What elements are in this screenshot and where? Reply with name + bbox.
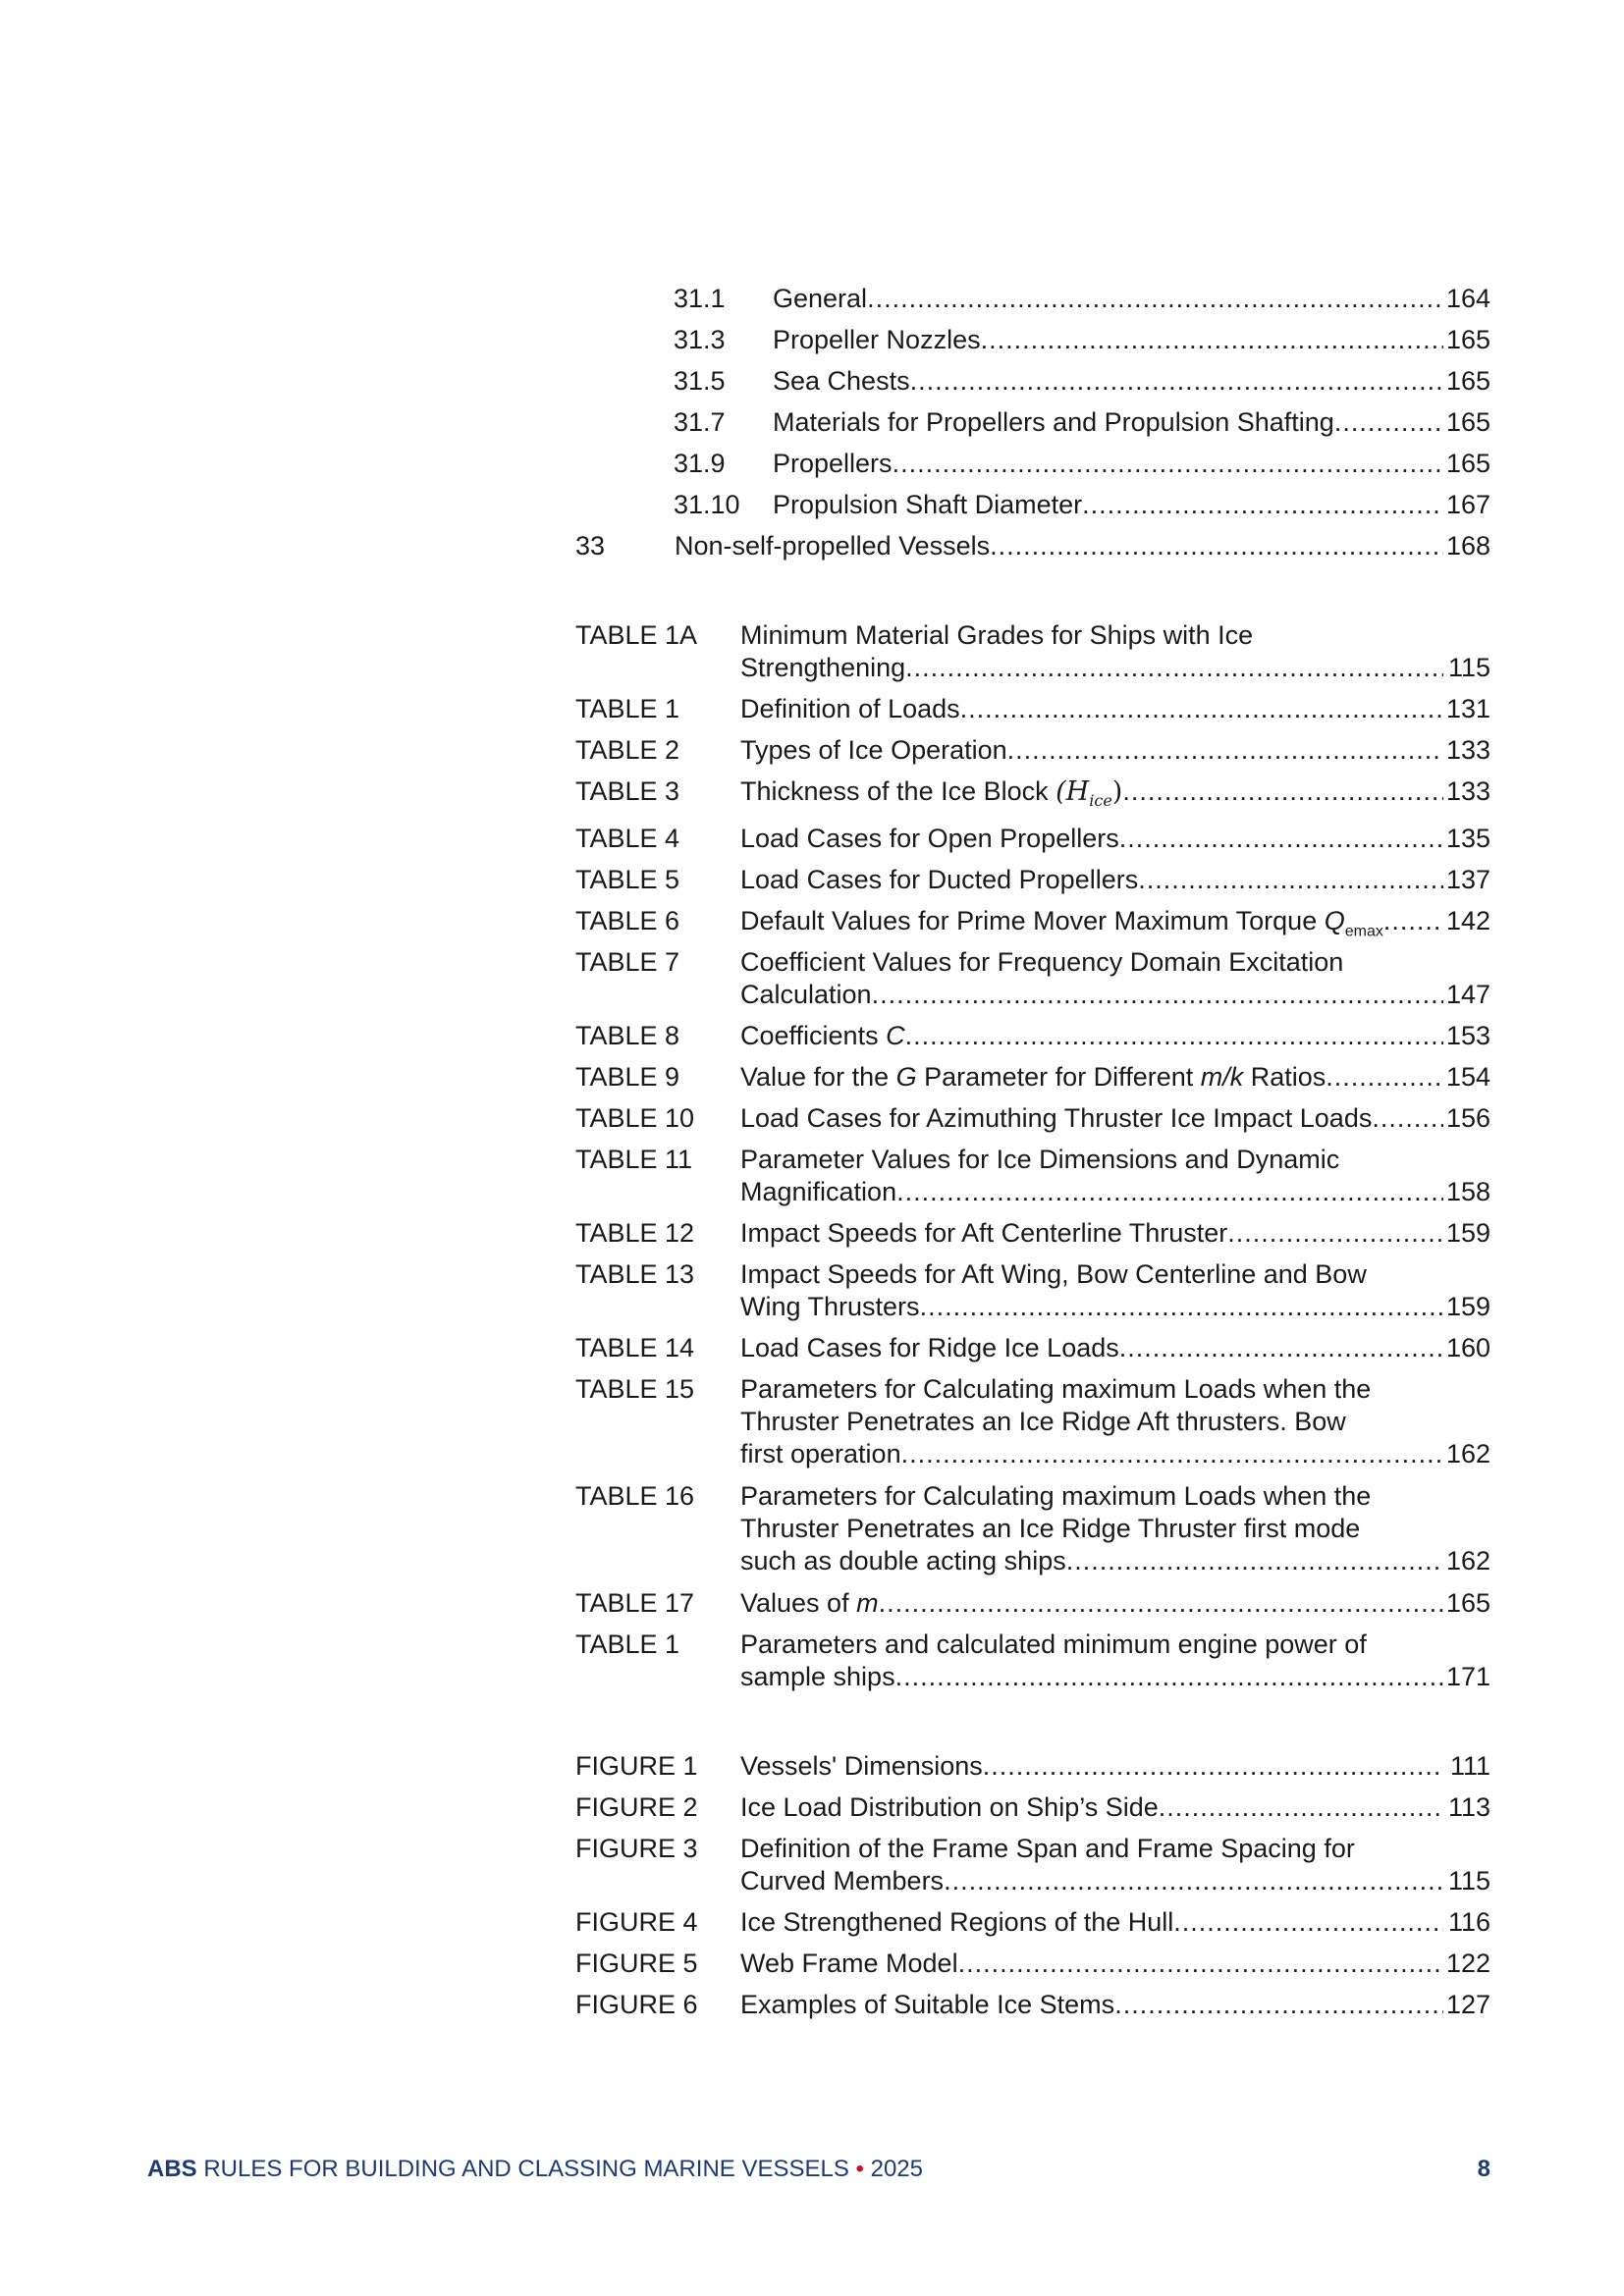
entry-title: Coefficients: [740, 1021, 887, 1050]
entry-title: Web Frame Model: [740, 1949, 958, 1978]
section-number: 31.7: [674, 407, 726, 437]
section-number: 31.1: [674, 284, 726, 313]
page-number: 154: [1445, 1062, 1490, 1092]
page-number: 111: [1449, 1751, 1490, 1781]
entry-title: Examples of Suitable Ice Stems: [740, 1990, 1115, 2019]
toc-entry-table-1[interactable]: [575, 693, 1490, 725]
footer-bullet: •: [855, 2156, 864, 2182]
toc-entry-table-11[interactable]: [740, 1176, 1490, 1208]
page-number: 162: [1445, 1439, 1490, 1468]
figure-label: FIGURE 2: [575, 1792, 698, 1822]
leader-dots: [1119, 1332, 1443, 1364]
entry-title: Wing Thrusters: [740, 1292, 920, 1321]
toc-entry-table-1-appendix[interactable]: [740, 1661, 1490, 1693]
toc-entry-table-8[interactable]: [575, 1020, 1490, 1052]
toc-entry-figure-2[interactable]: [575, 1791, 1490, 1824]
leader-dots: [901, 1438, 1443, 1470]
page-number: 165: [1445, 449, 1490, 478]
leader-dots: [1122, 775, 1443, 808]
toc-entry-31-10[interactable]: [674, 489, 1490, 521]
page-number: 165: [1445, 366, 1490, 396]
entry-title-line1: Impact Speeds for Aft Wing, Bow Centerline and Bow: [740, 1259, 1367, 1289]
page-number: 156: [1445, 1103, 1490, 1133]
page-number: 115: [1447, 1866, 1490, 1896]
leader-dots: [905, 1020, 1443, 1052]
page-number: 160: [1445, 1333, 1490, 1362]
entry-title: Propulsion Shaft Diameter: [773, 490, 1083, 519]
table-label: TABLE 8: [575, 1021, 680, 1050]
footer-year: 2025: [863, 2156, 923, 2182]
page-number: 133: [1445, 735, 1490, 765]
toc-entry-table-4[interactable]: [575, 823, 1490, 855]
abs-brand: ABS: [147, 2156, 197, 2182]
entry-title-line1: Definition of the Frame Span and Frame Spacing for: [740, 1834, 1355, 1863]
toc-entry-table-1a[interactable]: [740, 652, 1490, 684]
figure-label: FIGURE 1: [575, 1751, 698, 1781]
table-label: TABLE 4: [575, 824, 680, 853]
toc-entry-figure-5[interactable]: [575, 1948, 1490, 1980]
toc-entry-table-6[interactable]: [575, 905, 1490, 947]
math-symbol: (H: [1056, 776, 1090, 807]
toc-entry-31-1[interactable]: [674, 283, 1490, 315]
italic-symbol: G: [895, 1062, 917, 1092]
page-number: 127: [1445, 1990, 1490, 2019]
page-number: 122: [1445, 1949, 1490, 1978]
figure-label: FIGURE 6: [575, 1990, 698, 2019]
table-label: TABLE 16: [575, 1481, 695, 1511]
page-number: 165: [1445, 407, 1490, 437]
entry-title: Propellers: [773, 449, 893, 478]
entry-title: Values of: [740, 1588, 857, 1618]
table-label: TABLE 14: [575, 1333, 695, 1362]
table-label: TABLE 1: [575, 1629, 680, 1659]
entry-title: first operation: [740, 1439, 901, 1468]
leader-dots: [1066, 1545, 1443, 1577]
leader-dots: [1383, 905, 1443, 937]
italic-symbol: Q: [1324, 906, 1345, 935]
leader-dots: [1372, 1102, 1443, 1135]
page-number: 133: [1445, 776, 1490, 806]
figure-label: FIGURE 5: [575, 1949, 698, 1978]
entry-title: Load Cases for Open Propellers: [740, 824, 1119, 853]
table-label: TABLE 11: [575, 1145, 693, 1174]
entry-title: Ice Strengthened Regions of the Hull: [740, 1907, 1174, 1937]
toc-entry-figure-4[interactable]: [575, 1906, 1490, 1939]
toc-entry-table-2[interactable]: [575, 734, 1490, 767]
entry-title-line1: Minimum Material Grades for Ships with Ice: [740, 620, 1254, 650]
entry-title: Default Values for Prime Mover Maximum Torque: [740, 906, 1325, 935]
page-number: 165: [1445, 1588, 1490, 1618]
toc-entry-31-9[interactable]: [674, 448, 1490, 480]
entry-title: Calculation: [740, 980, 872, 1009]
leader-dots: [990, 530, 1443, 562]
entry-title: Sea Chests: [773, 366, 910, 396]
section-number: 33: [575, 531, 606, 561]
page-number: 164: [1445, 284, 1490, 313]
table-label: TABLE 1: [575, 694, 680, 723]
page-number: 113: [1447, 1792, 1490, 1822]
footer-text: RULES FOR BUILDING AND CLASSING MARINE VESSELS: [196, 2156, 856, 2182]
leader-dots: [1138, 864, 1443, 896]
page-number: 131: [1445, 694, 1490, 723]
leader-dots: [905, 652, 1443, 684]
page-number: 171: [1445, 1662, 1490, 1691]
section-number: 31.5: [674, 366, 726, 396]
entry-title: Ice Load Distribution on Ship’s Side: [740, 1792, 1159, 1822]
page-number: 142: [1445, 906, 1490, 935]
entry-title-part2: Parameter for Different: [916, 1062, 1201, 1092]
leader-dots: [872, 979, 1443, 1011]
entry-title: Load Cases for Ridge Ice Loads: [740, 1333, 1119, 1362]
table-label: TABLE 3: [575, 776, 680, 806]
toc-entry-table-15[interactable]: [740, 1438, 1490, 1470]
page-number: 135: [1445, 824, 1490, 853]
leader-dots: [867, 283, 1443, 315]
entry-title: Thickness of the Ice Block: [740, 776, 1056, 806]
page-number: 115: [1447, 653, 1490, 682]
entry-title: Load Cases for Azimuthing Thruster Ice Impact Loads: [740, 1103, 1373, 1133]
table-label: TABLE 10: [575, 1103, 695, 1133]
toc-entry-table-5[interactable]: [575, 864, 1490, 896]
entry-title: Impact Speeds for Aft Centerline Thruster: [740, 1218, 1228, 1248]
entry-title-line2: Thruster Penetrates an Ice Ridge Thruster first mode: [740, 1514, 1361, 1543]
entry-title-line1: Parameter Values for Ice Dimensions and Dynamic: [740, 1145, 1340, 1174]
entry-title: such as double acting ships: [740, 1546, 1066, 1575]
toc-entry-figure-6[interactable]: [575, 1989, 1490, 2021]
leader-dots: [895, 1661, 1443, 1693]
leader-dots: [1173, 1906, 1443, 1939]
toc-entry-31-5[interactable]: [674, 365, 1490, 398]
section-number: 31.10: [674, 490, 740, 519]
math-close: ): [1111, 776, 1123, 807]
leader-dots: [1119, 823, 1443, 855]
toc-entry-table-7[interactable]: [740, 979, 1490, 1011]
toc-entry-table-10[interactable]: [575, 1102, 1490, 1135]
leader-dots: [958, 1948, 1443, 1980]
table-label: TABLE 5: [575, 865, 680, 894]
page-number: 153: [1445, 1021, 1490, 1050]
table-label: TABLE 12: [575, 1218, 695, 1248]
leader-dots: [1334, 406, 1443, 439]
entry-title: Types of Ice Operation: [740, 735, 1007, 765]
leader-dots: [910, 365, 1443, 398]
leader-dots: [1159, 1791, 1443, 1824]
toc-entry-table-17[interactable]: [575, 1587, 1490, 1620]
italic-symbol: C: [886, 1021, 905, 1050]
page-number: 159: [1445, 1292, 1490, 1321]
entry-title-part3: Ratios: [1243, 1062, 1326, 1092]
toc-entry-31-7[interactable]: [674, 406, 1490, 439]
entry-title: Non-self-propelled Vessels: [675, 531, 991, 561]
entry-title: Materials for Propellers and Propulsion Shafting: [773, 407, 1334, 437]
leader-dots: [960, 693, 1443, 725]
entry-title: Propeller Nozzles: [773, 325, 981, 354]
entry-title: Strengthening: [740, 653, 906, 682]
toc-entry-figure-1[interactable]: [575, 1750, 1490, 1783]
section-number: 31.3: [674, 325, 726, 354]
italic-symbol-2: m/k: [1200, 1062, 1244, 1092]
page-number: 167: [1445, 490, 1490, 519]
entry-title-line1: Parameters for Calculating maximum Loads when the: [740, 1374, 1372, 1404]
entry-title: sample ships: [740, 1662, 895, 1691]
entry-title: Definition of Loads: [740, 694, 960, 723]
leader-dots: [1114, 1989, 1443, 2021]
page-number: 159: [1445, 1218, 1490, 1248]
table-label: TABLE 17: [575, 1588, 695, 1618]
page-footer: [147, 2156, 1490, 2183]
math-subscript: ice: [1089, 791, 1112, 811]
leader-dots: [920, 1291, 1443, 1323]
table-label: TABLE 15: [575, 1374, 695, 1404]
leader-dots: [1082, 489, 1443, 521]
table-label: TABLE 13: [575, 1259, 695, 1289]
leader-dots: [983, 1750, 1443, 1783]
entry-title: Magnification: [740, 1177, 897, 1206]
leader-dots: [944, 1865, 1443, 1897]
footer-title: [147, 2156, 923, 2183]
leader-dots: [879, 1587, 1443, 1620]
toc-entry-table-9[interactable]: [575, 1061, 1490, 1094]
page-number: 116: [1447, 1907, 1490, 1937]
leader-dots: [1007, 734, 1443, 767]
page-number: 168: [1445, 531, 1490, 561]
toc-entry-31-3[interactable]: [674, 324, 1490, 356]
table-label: TABLE 1A: [575, 620, 698, 650]
entry-title-line1: Parameters for Calculating maximum Loads when the: [740, 1481, 1372, 1511]
table-label: TABLE 9: [575, 1062, 680, 1092]
toc-entry-table-14[interactable]: [575, 1332, 1490, 1364]
italic-symbol: m: [856, 1588, 879, 1618]
figure-label: FIGURE 4: [575, 1907, 698, 1937]
toc-entry-33[interactable]: [575, 530, 1490, 562]
entry-title: Curved Members: [740, 1866, 945, 1896]
entry-title-line1: Coefficient Values for Frequency Domain Excitation: [740, 947, 1344, 977]
section-number: 31.9: [674, 449, 726, 478]
toc-entry-table-13[interactable]: [740, 1291, 1490, 1323]
entry-title: Load Cases for Ducted Propellers: [740, 865, 1139, 894]
leader-dots: [1326, 1061, 1443, 1094]
leader-dots: [893, 448, 1443, 480]
table-label: TABLE 2: [575, 735, 680, 765]
footer-page-number: 8: [1477, 2156, 1490, 2182]
toc-entry-table-16[interactable]: [740, 1545, 1490, 1577]
table-label: TABLE 6: [575, 906, 680, 935]
toc-entry-table-3[interactable]: [575, 775, 1490, 818]
leader-dots: [896, 1176, 1443, 1208]
leader-dots: [981, 324, 1443, 356]
subscript: emax: [1344, 923, 1383, 940]
table-label: TABLE 7: [575, 947, 680, 977]
page-number: 165: [1445, 325, 1490, 354]
page-number: 147: [1445, 980, 1490, 1009]
page-number: 162: [1445, 1546, 1490, 1575]
entry-title: General: [773, 284, 868, 313]
page-number: 137: [1445, 865, 1490, 894]
figure-label: FIGURE 3: [575, 1834, 698, 1863]
toc-entry-table-12[interactable]: [575, 1217, 1490, 1250]
entry-title-line2: Thruster Penetrates an Ice Ridge Aft thrusters. Bow: [740, 1407, 1346, 1436]
entry-title: Vessels' Dimensions: [740, 1751, 983, 1781]
toc-entry-figure-3[interactable]: [740, 1865, 1490, 1897]
entry-title: Value for the: [740, 1062, 896, 1092]
page-number: 158: [1445, 1177, 1490, 1206]
entry-title-line1: Parameters and calculated minimum engine power of: [740, 1629, 1367, 1659]
leader-dots: [1227, 1217, 1443, 1250]
